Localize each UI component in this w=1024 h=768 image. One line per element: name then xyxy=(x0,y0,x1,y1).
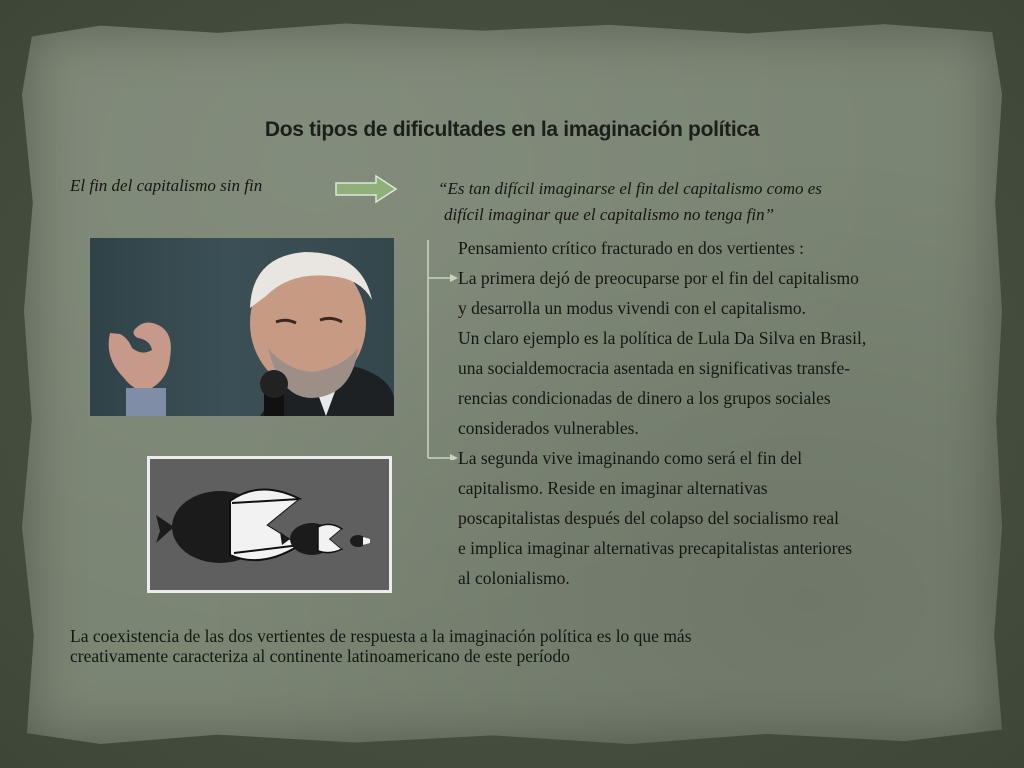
slide-title: Dos tipos de dificultades en la imaginación política xyxy=(264,118,760,141)
quote-line-1: “Es tan difícil imaginarse el fin del capitalismo como es xyxy=(438,179,822,198)
body-line: Un claro ejemplo es la política de Lula Da Silva en Brasil, xyxy=(458,328,867,348)
body-text xyxy=(458,233,978,593)
conclusion-line-2: creativamente caracteriza al continente latinoamericano de este período xyxy=(70,646,570,666)
lula-photo xyxy=(90,238,394,416)
body-line: poscapitalistas después del colapso del socialismo real xyxy=(458,508,840,528)
right-arrow-icon xyxy=(334,174,398,204)
cartoon-illustration xyxy=(150,459,389,590)
cartoon-image xyxy=(147,456,392,593)
body-line: al colonialismo. xyxy=(458,568,570,588)
body-line: considerados vulnerables. xyxy=(458,418,639,438)
body-line: y desarrolla un modus vivendi con el capitalismo. xyxy=(458,298,806,318)
body-line: Pensamiento crítico fracturado en dos vertientes : xyxy=(458,238,804,258)
body-line: e implica imaginar alternativas precapitalistas anteriores xyxy=(458,538,853,558)
conclusion-text xyxy=(70,626,950,666)
body-line: La segunda vive imaginando como será el fin del xyxy=(458,448,803,468)
body-line: una socialdemocracia asentada en significativas transfe- xyxy=(458,358,851,378)
quote-block xyxy=(438,176,958,228)
body-line: La primera dejó de preocuparse por el fin del capitalismo xyxy=(458,268,859,288)
body-line: capitalismo. Reside en imaginar alternativas xyxy=(458,478,768,498)
quote-line-2: difícil imaginar que el capitalismo no tenga fin” xyxy=(444,205,775,224)
photo-illustration xyxy=(90,238,394,416)
conclusion-line-1: La coexistencia de las dos vertientes de respuesta a la imaginación política es lo que más xyxy=(70,626,692,646)
branch-arrow-icon xyxy=(426,238,460,460)
body-line: rencias condicionadas de dinero a los grupos sociales xyxy=(458,388,831,408)
left-heading: El fin del capitalismo sin fin xyxy=(70,176,263,195)
